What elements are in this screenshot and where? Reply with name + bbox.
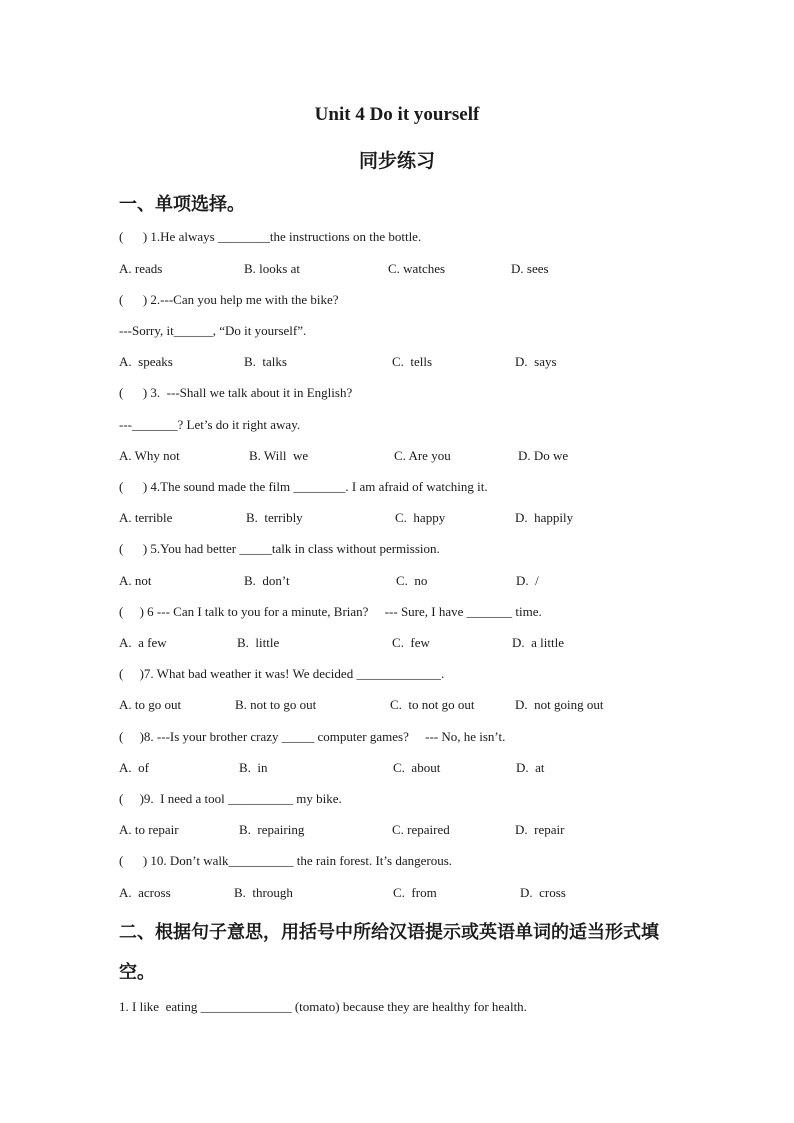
question-stem: ( ) 10. Don’t walk__________ the rain forest. It’s dangerous. [119,853,453,868]
option-b: B. Will we [249,448,309,463]
option-d: D. says [515,354,557,369]
option-c: C. tells [392,354,433,369]
option-d: D. sees [511,261,549,276]
question-stem: ( )8. ---Is your brother crazy _____ computer games? --- No, he isn’t. [119,729,506,744]
option-b: B. not to go out [235,697,317,712]
option-a: A. across [119,885,171,900]
option-b: B. in [239,760,268,775]
option-d: D. a little [512,635,564,650]
option-a: A. a few [119,635,167,650]
option-b: B. talks [244,354,287,369]
option-a: A. of [119,760,149,775]
question-stem-continued: ---Sorry, it______, “Do it yourself”. [119,323,307,338]
option-a: A. reads [119,261,163,276]
question-options [0,759,794,777]
question-options [0,509,794,527]
option-c: C. to not go out [390,697,475,712]
question-stem-continued: ---_______? Let’s do it right away. [119,417,301,432]
option-c: C. Are you [394,448,451,463]
question-stem: ( ) 6 --- Can I talk to you for a minute, Brian? --- Sure, I have _______ time. [119,604,542,619]
option-c: C. no [396,573,428,588]
option-c: C. repaired [392,822,450,837]
option-a: A. speaks [119,354,173,369]
question-options [0,353,794,371]
option-d: D. at [516,760,545,775]
option-a: A. Why not [119,448,180,463]
page-subtitle: 同步练习 [358,150,435,172]
option-b: B. terribly [246,510,303,525]
question-options [0,260,794,278]
question-options [0,634,794,652]
option-a: A. not [119,573,152,588]
question-options [0,572,794,590]
option-c: C. watches [388,261,446,276]
question-stem: ( ) 4.The sound made the film ________. I am afraid of watching it. [119,479,488,494]
question-stem: ( ) 5.You had better _____talk in class without permission. [119,541,440,556]
question-stem: ( ) 2.---Can you help me with the bike? [119,292,339,307]
option-c: C. from [393,885,437,900]
option-d: D. cross [520,885,566,900]
option-a: A. to go out [119,697,182,712]
option-c: C. few [392,635,430,650]
question-options [0,447,794,465]
option-d: D. / [516,573,539,588]
question-options [0,696,794,714]
option-b: B. little [237,635,280,650]
question-stem: ( ) 1.He always ________the instructions on the bottle. [119,229,422,244]
option-a: A. to repair [119,822,179,837]
section-heading-fill-in: 二、根据句子意思，用括号中所给汉语提示或英语单词的适当形式填 [119,922,659,943]
question-stem: ( )7. What bad weather it was! We decided _____________. [119,666,445,681]
question-stem: ( )9. I need a tool __________ my bike. [119,791,342,806]
option-a: A. terrible [119,510,173,525]
question-stem: ( ) 3. ---Shall we talk about it in English? [119,385,353,400]
option-c: C. happy [395,510,446,525]
option-b: B. through [234,885,293,900]
option-d: D. Do we [518,448,569,463]
option-d: D. not going out [515,697,604,712]
option-d: D. happily [515,510,574,525]
option-b: B. don’t [244,573,290,588]
option-b: B. repairing [239,822,305,837]
fill-in-item: 1. I like eating ______________ (tomato) because they are healthy for health. [119,999,527,1014]
section-heading-fill-in-continued: 空。 [119,962,155,983]
page-title: Unit 4 Do it yourself [314,104,480,125]
option-d: D. repair [515,822,565,837]
option-b: B. looks at [244,261,300,276]
section-heading-multiple-choice: 一、单项选择。 [119,194,245,215]
question-options [0,884,794,902]
question-options [0,821,794,839]
option-c: C. about [393,760,441,775]
